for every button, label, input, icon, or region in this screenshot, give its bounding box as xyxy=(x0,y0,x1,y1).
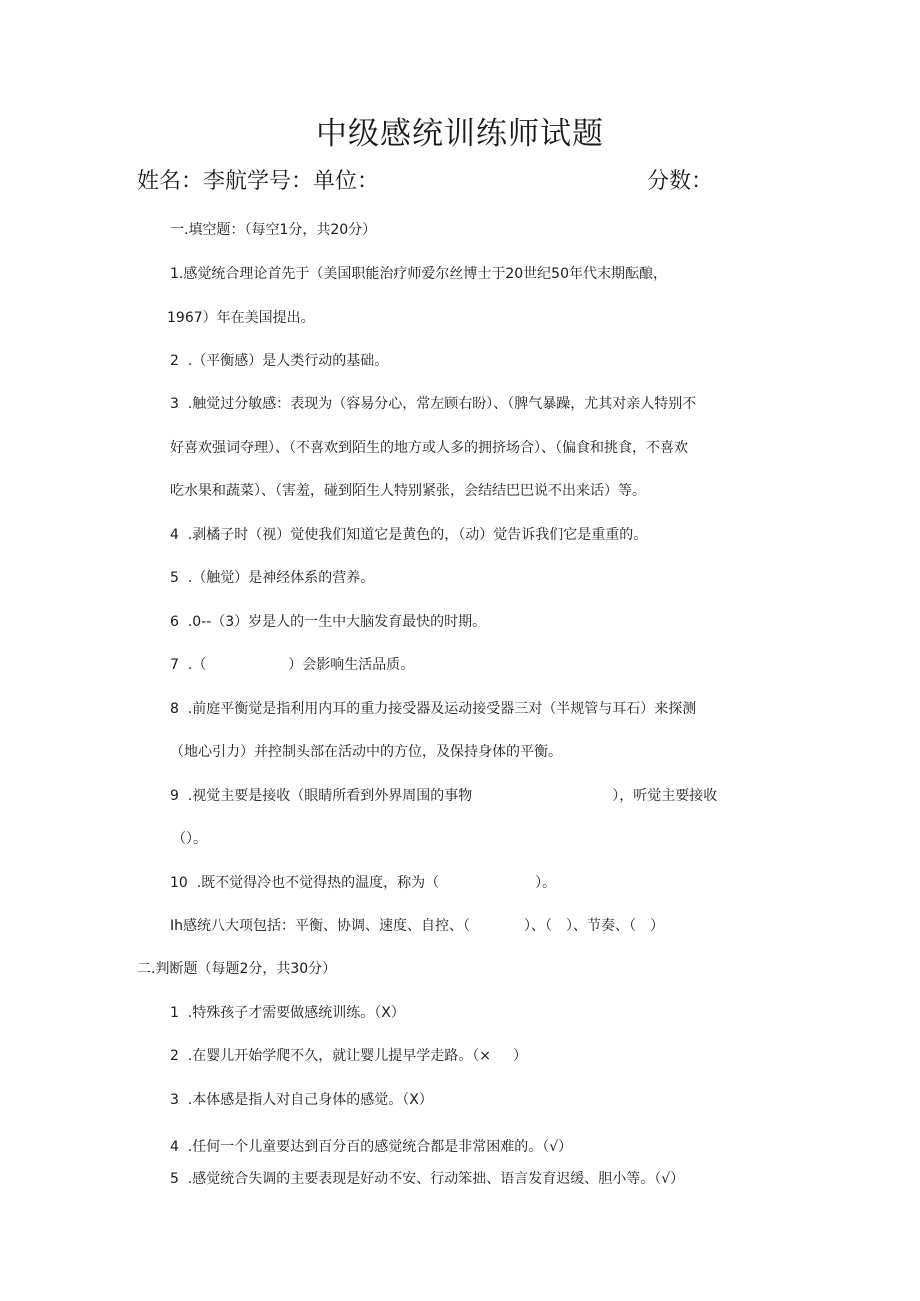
section2-heading: 二.判断题（每题2分，共30分） xyxy=(137,961,337,977)
fill-q11 xyxy=(170,915,664,937)
tf-q3: 3 .本体感是指人对自己身体的感觉。（X） xyxy=(170,1092,433,1108)
fill-q4: 4 .剥橘子时（视）觉使我们知道它是黄色的，（动）觉告诉我们它是重重的。 xyxy=(170,527,648,543)
fill-q9-start: 9 .视觉主要是接收（眼睛所看到外界周围的事物 xyxy=(170,788,473,804)
fill-q11-part1: Ih感统八大项包括：平衡、协调、速度、自控、（ xyxy=(170,918,471,934)
fill-q9-line2: （）。 xyxy=(172,831,207,847)
fill-q8-line1: 8 .前庭平衡觉是指利用内耳的重力接受器及运动接受器三对（半规管与耳石）来探测 xyxy=(170,701,697,717)
fill-q5: 5 .（触觉）是神经体系的营养。 xyxy=(170,570,375,586)
tf-q2-start: 2 .在婴儿开始学爬不久，就让婴儿提早学走路。（× xyxy=(170,1048,491,1064)
fill-q11-part3: ）、节奏、（ xyxy=(566,918,637,934)
fill-q1-line2: 1967）年在美国提出。 xyxy=(167,310,315,326)
fill-q1-line1: 1.感觉统合理论首先于（美国职能治疗师爱尔丝博士于20世纪50年代末期酝酿， xyxy=(170,266,667,282)
student-info-row xyxy=(137,164,757,200)
fill-q3-line1: 3 .触觉过分敏感：表现为（容易分心，常左顾右盼）、（脾气暴躁，尤其对亲人特别不 xyxy=(170,396,697,412)
fill-q6: 6 .0--（3）岁是人的一生中大脑发育最快的时期。 xyxy=(170,614,487,630)
fill-q8-line2: （地心引力）并控制头部在活动中的方位，及保持身体的平衡。 xyxy=(170,744,562,760)
tf-q1: 1 .特殊孩子才需要做感统训练。（X） xyxy=(170,1005,405,1021)
fill-q2: 2 .（平衡感）是人类行动的基础。 xyxy=(170,353,389,369)
fill-q7 xyxy=(170,654,414,676)
fill-q9-end: ），听觉主要接收 xyxy=(612,788,718,804)
fill-q10-end: ）。 xyxy=(535,875,557,891)
fill-q7-end: ）会影响生活品质。 xyxy=(288,657,415,673)
document-title: 中级感统训练师试题 xyxy=(316,116,604,152)
fill-q11-part2: ）、（ xyxy=(524,918,553,934)
fill-q11-part4: ） xyxy=(650,918,665,934)
fill-q10-start: 10 .既不觉得冷也不觉得热的温度，称为（ xyxy=(170,875,440,891)
tf-q2-end: ） xyxy=(513,1048,527,1064)
fill-q3-line3: 吃水果和蔬菜）、（害羞，碰到陌生人特别紧张，会结结巴巴说不出来话）等。 xyxy=(170,483,646,499)
fill-q7-start: 7 .（ xyxy=(170,657,207,673)
tf-q5: 5 .感觉统合失调的主要表现是好动不安、行动笨拙、语言发育迟缓、胆小等。（√） xyxy=(170,1171,685,1187)
score-label: 分数： xyxy=(647,169,714,194)
tf-q4: 4 .任何一个儿童要达到百分百的感觉统合都是非常困难的。（√） xyxy=(170,1139,573,1155)
section1-heading: 一.填空题：（每空1分，共20分） xyxy=(170,222,377,238)
fill-q9-line1 xyxy=(170,785,717,807)
name-id-unit-label: 姓名：李航学号：单位： xyxy=(137,169,380,194)
fill-q10 xyxy=(170,872,556,894)
fill-q3-line2: 好喜欢强词夺理）、（不喜欢到陌生的地方或人多的拥挤场合）、（偏食和挑食，不喜欢 xyxy=(170,440,688,456)
tf-q2 xyxy=(170,1045,527,1067)
